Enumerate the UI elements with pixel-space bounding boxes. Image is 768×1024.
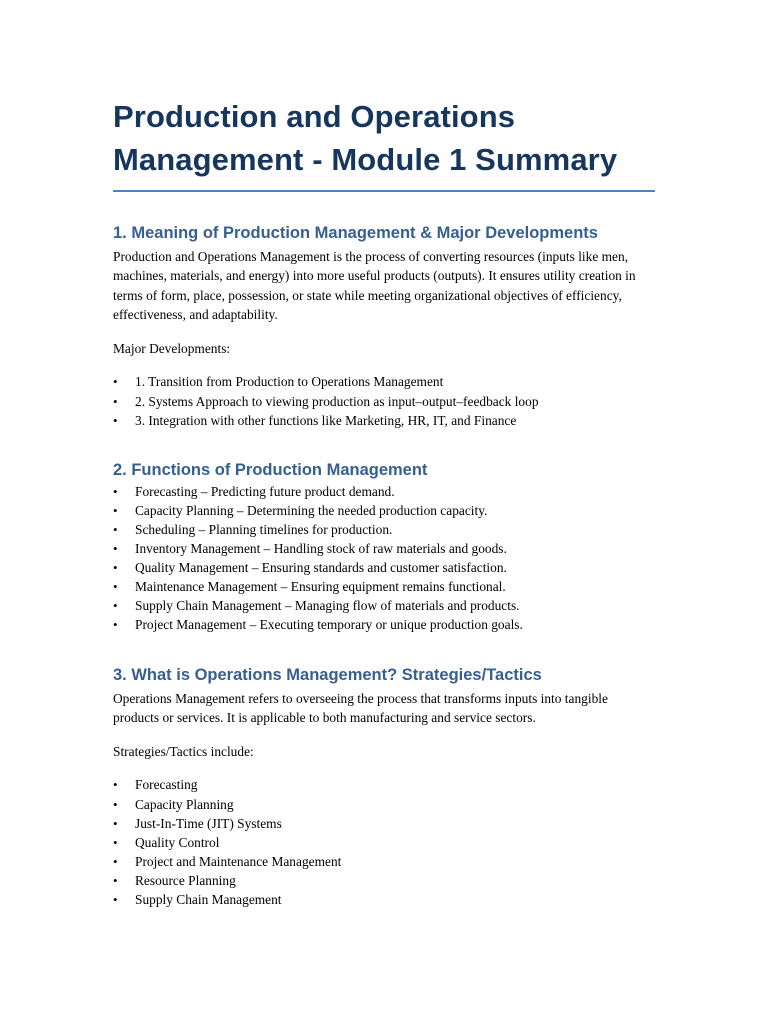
list-item <box>113 372 655 391</box>
bullet-icon: • <box>113 796 118 812</box>
list-item <box>113 411 655 430</box>
list-item <box>113 482 655 501</box>
bullet-icon: • <box>113 412 118 428</box>
section-3-paragraph: Operations Management refers to overseeing the process that transforms inputs into tangible products or services. It is applicable to both manufacturing and service sectors. <box>113 690 608 725</box>
bullet-icon: • <box>113 374 118 390</box>
bullet-icon: • <box>113 617 118 633</box>
list-item-text: 1. Transition from Production to Operations Management <box>135 374 444 390</box>
section-1-bullet-list <box>113 372 655 429</box>
bullet-icon: • <box>113 579 118 595</box>
bullet-icon: • <box>113 521 118 537</box>
list-item-text: Supply Chain Management <box>135 891 282 907</box>
list-item-text: Project and Maintenance Management <box>135 853 342 869</box>
list-item <box>113 890 655 909</box>
list-item <box>113 852 655 871</box>
bullet-icon: • <box>113 598 118 614</box>
bullet-icon: • <box>113 393 118 409</box>
list-item <box>113 501 655 520</box>
list-item-text: Just-In-Time (JIT) Systems <box>135 815 282 831</box>
bullet-icon: • <box>113 853 118 869</box>
list-item-text: 2. Systems Approach to viewing production as input–output–feedback loop <box>135 393 539 409</box>
list-item <box>113 871 655 890</box>
list-item <box>113 520 655 539</box>
document-page <box>113 95 655 909</box>
list-item-text: 3. Integration with other functions like Marketing, HR, IT, and Finance <box>135 412 517 428</box>
list-item <box>113 392 655 411</box>
list-item-text: Resource Planning <box>135 872 236 888</box>
list-item-text: Project Management – Executing temporary or unique production goals. <box>135 617 523 633</box>
list-item <box>113 795 655 814</box>
bullet-icon: • <box>113 541 118 557</box>
document-title <box>113 95 655 181</box>
bullet-icon: • <box>113 502 118 518</box>
bullet-icon: • <box>113 834 118 850</box>
title-line-1: Production and Operations <box>113 99 516 134</box>
bullet-icon: • <box>113 815 118 831</box>
list-item-text: Forecasting – Predicting future product demand. <box>135 483 395 499</box>
section-3-heading: 3. What is Operations Management? Strategies/Tactics <box>113 665 542 684</box>
section-1-paragraph: Production and Operations Management is the process of converting resources (inputs like men, machines, materials, and energy) into more useful products (outputs). It ensures utility creation in terms of form, place, possession, or state while meeting organizational objectives of efficiency, effectiveness, and adaptability. <box>113 249 636 322</box>
section-2-heading: 2. Functions of Production Management <box>113 460 428 479</box>
list-item <box>113 775 655 794</box>
list-item-text: Quality Management – Ensuring standards and customer satisfaction. <box>135 560 507 576</box>
title-line-2: Management - Module 1 Summary <box>113 142 618 177</box>
list-item <box>113 615 655 634</box>
list-item-text: Quality Control <box>135 834 220 850</box>
bullet-icon: • <box>113 891 118 907</box>
section-2-bullet-list <box>113 482 655 635</box>
section-3-subheading: Strategies/Tactics include: <box>113 744 254 760</box>
bullet-icon: • <box>113 560 118 576</box>
list-item-text: Capacity Planning <box>135 796 234 812</box>
list-item <box>113 596 655 615</box>
list-item <box>113 814 655 833</box>
section-1-heading: 1. Meaning of Production Management & Major Developments <box>113 224 598 242</box>
list-item-text: Maintenance Management – Ensuring equipment remains functional. <box>135 579 506 595</box>
list-item <box>113 558 655 577</box>
list-item-text: Forecasting <box>135 777 198 793</box>
section-1-subheading: Major Developments: <box>113 341 231 357</box>
title-underline <box>113 190 655 192</box>
bullet-icon: • <box>113 483 118 499</box>
list-item <box>113 833 655 852</box>
list-item <box>113 539 655 558</box>
bullet-icon: • <box>113 872 118 888</box>
list-item-text: Inventory Management – Handling stock of raw materials and goods. <box>135 541 507 557</box>
list-item-text: Supply Chain Management – Managing flow of materials and products. <box>135 598 520 614</box>
list-item-text: Scheduling – Planning timelines for production. <box>135 521 393 537</box>
bullet-icon: • <box>113 777 118 793</box>
list-item <box>113 577 655 596</box>
section-3-bullet-list <box>113 775 655 909</box>
list-item-text: Capacity Planning – Determining the needed production capacity. <box>135 502 488 518</box>
